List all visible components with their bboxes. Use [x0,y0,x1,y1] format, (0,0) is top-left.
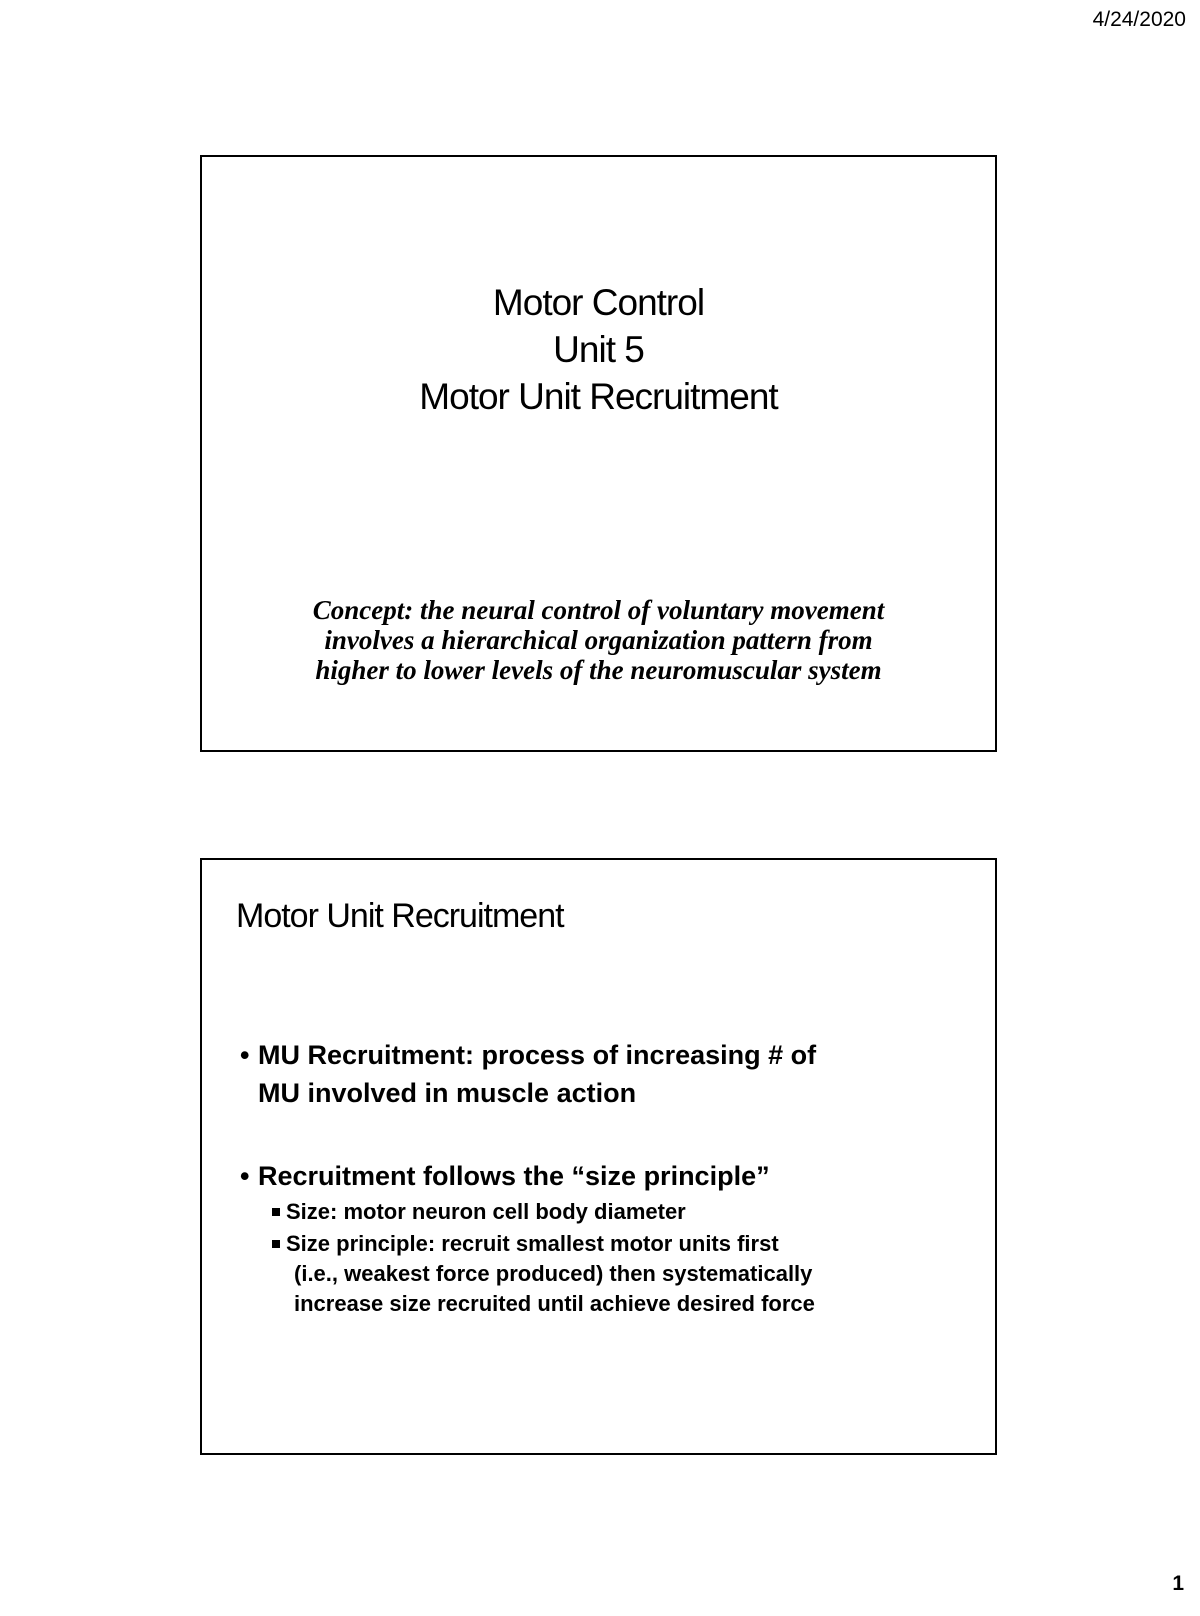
square-bullet-icon [272,1240,280,1248]
bullet-list [240,1036,975,1319]
slide-2-title: Motor Unit Recruitment [236,897,564,935]
slide-1-title [202,279,995,420]
print-date: 4/24/2020 [1092,8,1186,31]
sub-bullet-line: (i.e., weakest force produced) then systematically [294,1261,813,1286]
concept-line: higher to lower levels of the neuromuscular system [315,655,882,685]
slide-title [200,155,997,752]
bullet-line: Recruitment follows the “size principle” [258,1161,770,1191]
slide-motor-unit-recruitment [200,858,997,1455]
concept-statement [202,595,995,685]
concept-line: Concept: the neural control of voluntary movement [312,595,885,625]
bullet-item [240,1157,975,1195]
sub-bullet-line: increase size recruited until achieve desired force [294,1291,815,1316]
title-line: Unit 5 [553,329,644,370]
sub-bullet-item [240,1197,975,1227]
title-line: Motor Control [492,282,705,323]
sub-bullet-item [240,1229,975,1319]
title-line: Motor Unit Recruitment [419,376,778,417]
sub-bullet-line: Size principle: recruit smallest motor units first [286,1231,779,1256]
bullet-marker: • [240,1040,250,1070]
page-number: 1 [1172,1572,1184,1595]
bullet-item [240,1036,975,1112]
concept-line: involves a hierarchical organization pattern from [324,625,873,655]
bullet-line: MU Recruitment: process of increasing # of [258,1040,817,1070]
square-bullet-icon [272,1208,280,1216]
bullet-marker: • [240,1161,250,1191]
bullet-line: MU involved in muscle action [258,1078,637,1108]
sub-bullet-line: Size: motor neuron cell body diameter [286,1199,686,1224]
